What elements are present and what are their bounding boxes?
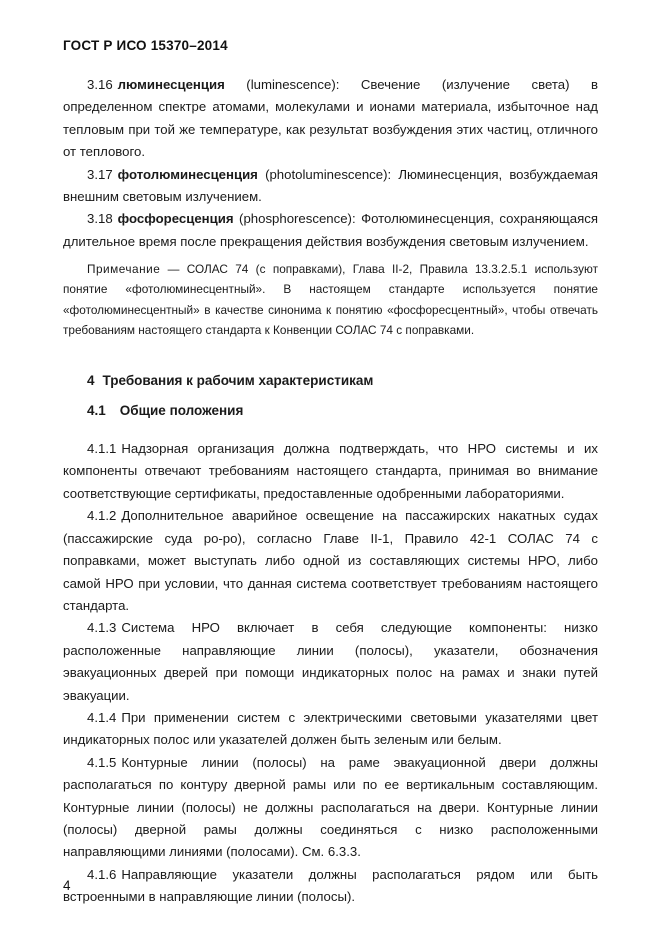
- definition-term: фотолюминесценция: [117, 166, 258, 182]
- page-content: [63, 74, 598, 909]
- definition-number: 3.16: [87, 77, 113, 92]
- subsection-heading: [63, 400, 598, 422]
- clause-text: Дополнительное аварийное освещение на пассажирских накатных судах (пассажирские суда ро-ро), согласно Главе II-1, Правило 42-1 СОЛАС 74 с поправками, может выступать либо одной из составляющих системы НРО, либо самой НРО при условии, что данная система соответствует требованиям настоящего стандарта.: [63, 508, 598, 613]
- spacer: [63, 422, 598, 438]
- section-title: Требования к рабочим характеристикам: [102, 373, 374, 389]
- clause-4-1-4: [63, 707, 598, 752]
- clause-text: При применении систем с электрическими световыми указателями цвет индикаторных полос или указателей должен быть зеленым или белым.: [63, 709, 598, 748]
- clause-number: 4.1.6: [87, 866, 117, 882]
- clause-4-1-5: [63, 752, 598, 864]
- definition-term: люминесценция: [117, 77, 225, 92]
- clause-4-1-1: [63, 438, 598, 505]
- clause-text: Контурные линии (полосы) на раме эвакуационной двери должны располагаться по контуру дверной рамы или по ее вертикальным составляющим. Контурные линии (полосы) не должны располагаться на двери. Контурные линии (полосы) дверной рамы должны соединяться с низко расположенными направляющими линиями (полосами). См. 6.3.3.: [63, 754, 598, 860]
- clause-4-1-6: [63, 864, 598, 909]
- clause-text: Надзорная организация должна подтверждать, что НРО системы и их компоненты отвечают требованиям настоящего стандарта, принимая во внимание соответствующие сертификаты, предоставленные одобренными лабораториями.: [63, 441, 598, 501]
- note-label: Примечание: [87, 262, 161, 277]
- definition-text: (luminescence): Свечение (излучение света) в определенном спектре атомами, молекулами и ионами материала, избыточное над тепловым при той же температуре, как результат возбуждения этих частиц, отличного от теплового.: [63, 77, 598, 160]
- clause-number: 4.1.4: [87, 709, 117, 725]
- document-header: ГОСТ Р ИСО 15370–2014: [63, 38, 228, 53]
- definition-3-18: [63, 208, 598, 253]
- clause-text: Направляющие указатели должны располагаться рядом или быть встроенными в направляющие линии (полосы).: [63, 866, 598, 905]
- subsection-number: 4.1: [87, 403, 106, 419]
- clause-number: 4.1.3: [87, 620, 117, 636]
- definition-text: (photoluminescence): Люминесценция, возбуждаемая внешним световым излучением.: [63, 166, 598, 205]
- clause-4-1-3: [63, 617, 598, 707]
- definition-text: (phosphorescence): Фотолюминесценция, сохраняющаяся длительное время после прекращения действия возбуждения световым излучением.: [63, 211, 598, 249]
- clause-number: 4.1.2: [87, 508, 117, 524]
- note-text: — СОЛАС 74 (с поправками), Глава II-2, Правила 13.3.2.5.1 используют понятие «фотолюминесцентный». В настоящем стандарте используется понятие «фотолюминесцентный» в качестве синонима к понятию «фосфоресцентный», чтобы отвечать требованиям настоящего стандарта к Конвенции СОЛАС 74 с поправками.: [63, 262, 598, 337]
- clause-4-1-2: [63, 505, 598, 617]
- definition-3-17: [63, 164, 598, 209]
- definition-number: 3.17: [87, 166, 113, 182]
- section-heading: [63, 370, 598, 392]
- section-number: 4: [87, 373, 95, 389]
- definition-term: фосфоресценция: [117, 211, 234, 227]
- definition-3-16: [63, 74, 598, 164]
- note-paragraph: [63, 259, 598, 340]
- definition-number: 3.18: [87, 211, 113, 227]
- clause-text: Система НРО включает в себя следующие компоненты: низко расположенные направляющие линии (полосы), указатели, обозначения эвакуационных дверей при помощи индикаторных полос на рамах и знаки путей эвакуации.: [63, 620, 598, 703]
- clause-number: 4.1.1: [87, 441, 117, 457]
- page-number: 4: [63, 878, 71, 893]
- subsection-title: Общие положения: [119, 403, 244, 419]
- clause-number: 4.1.5: [87, 754, 117, 770]
